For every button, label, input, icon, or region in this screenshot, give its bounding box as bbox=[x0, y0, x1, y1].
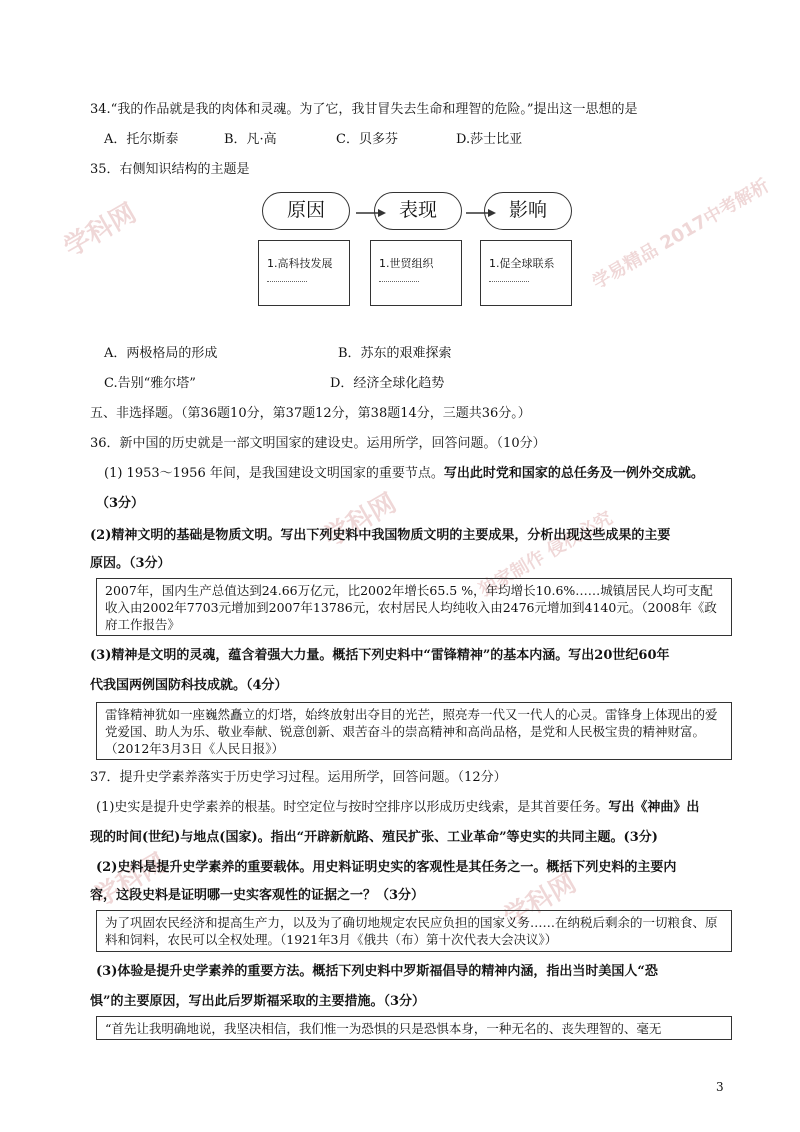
q34-stem: 34.“我的作品就是我的肉体和灵魂。为了它，我甘冒失去生命和理智的危险。”提出这一思想的是 bbox=[90, 102, 638, 117]
diagram-box-manifestation bbox=[370, 240, 462, 306]
q36-stem: 36．新中国的历史就是一部文明国家的建设史。运用所学，回答问题。（10分） bbox=[90, 436, 546, 451]
q35-option-d: D．经济全球化趋势 bbox=[330, 376, 445, 391]
dotted-line bbox=[379, 281, 419, 282]
q37-part1-text: (1)史实是提升史学素养的根基。时空定位与按时空排序以形成历史线索，是其首要任务。 bbox=[96, 800, 609, 815]
diagram-box-text: 1.高科技发展 bbox=[267, 257, 333, 270]
page-number: 3 bbox=[716, 1080, 724, 1094]
knowledge-structure-diagram bbox=[250, 184, 588, 312]
q37-part2-line1: (2)史料是提升史学素养的重要载体。用史料证明史实的客观性是其任务之一。概括下列史料的主要内 bbox=[96, 860, 677, 875]
section-heading: 五、非选择题。（第36题10分，第37题12分，第38题14分，三题共36分。） bbox=[90, 406, 531, 421]
q37-part3-line1: (3)体验是提升史学素养的重要方法。概括下列史料中罗斯福倡导的精神内涵，指出当时美国人“恐 bbox=[96, 964, 658, 979]
watermark: 学科网 bbox=[318, 488, 402, 554]
diagram-box-text: 1.世贸组织 bbox=[379, 257, 434, 270]
q36-part2-line2: 原因。（3分） bbox=[90, 556, 171, 571]
source-box-roosevelt: “首先让我明确地说，我坚决相信，我们惟一为恐惧的只是恐惧本身，一种无名的、丧失理智的、毫无 bbox=[96, 1016, 732, 1040]
source-box-govt-report: 2007年，国内生产总值达到24.66万亿元，比2002年增长65.5 %，年均增长10.6%……城镇居民人均可支配收入由2002年7703元增加到2007年13786元，农村居民人均纯收入由2476元增加到4140元。（2008年《政府工作报告》 bbox=[96, 578, 732, 636]
q35-option-a: A．两极格局的形成 bbox=[104, 346, 218, 361]
q37-part1-line1 bbox=[96, 796, 699, 815]
q37-part3-line2: 惧”的主要原因，写出此后罗斯福采取的主要措施。（3分） bbox=[90, 994, 426, 1009]
q35-stem: 35．右侧知识结构的主题是 bbox=[90, 162, 250, 177]
q36-part3-line1: (3)精神是文明的灵魂，蕴含着强大力量。概括下列史料中“雷锋精神”的基本内涵。写出20世纪60年 bbox=[90, 648, 670, 663]
q36-part1-score: （3分） bbox=[96, 496, 145, 511]
dotted-line bbox=[267, 281, 307, 282]
source-box-people-daily: 雷锋精神犹如一座巍然矗立的灯塔，始终放射出夺目的光芒，照亮寿一代又一代人的心灵。雷锋身上体现出的爱党爱国、助人为乐、敬业奉献、锐意创新、艰苦奋斗的崇高精神和高尚品格，是党和人民极宝贵的精神财富。（2012年3月3日《人民日报》） bbox=[96, 702, 732, 760]
watermark: 学科网 bbox=[88, 848, 172, 914]
q37-part1-line2: 现的时间(世纪)与地点(国家)。指出“开辟新航路、殖民扩张、工业革命”等史实的共同主题。(3分) bbox=[90, 830, 658, 845]
q34-option-a: A．托尔斯泰 bbox=[104, 132, 179, 147]
q36-part1 bbox=[104, 462, 704, 481]
q34-option-d: D.莎士比亚 bbox=[456, 132, 523, 147]
diagram-node-manifestation: 表现 bbox=[374, 192, 462, 230]
watermark: 学科网 bbox=[58, 198, 142, 264]
diagram-box-text: 1.促全球联系 bbox=[489, 257, 555, 270]
q35-option-b: B．苏东的艰难探索 bbox=[338, 346, 452, 361]
q34-option-c: C．贝多芬 bbox=[336, 132, 398, 147]
q34-option-b: B．凡·高 bbox=[224, 132, 277, 147]
q36-part1-task: 写出此时党和国家的总任务及一例外交成就。 bbox=[443, 466, 704, 481]
q37-part1-task: 写出《神曲》出 bbox=[608, 800, 700, 815]
q35-option-c: C.告别“雅尔塔” bbox=[104, 376, 196, 391]
diagram-node-impact: 影响 bbox=[484, 192, 572, 230]
diagram-node-cause: 原因 bbox=[262, 192, 350, 230]
diagram-box-cause bbox=[258, 240, 350, 306]
watermark: 独家制作 侵权必究 bbox=[475, 507, 617, 601]
dotted-line bbox=[489, 281, 529, 282]
q37-stem: 37．提升史学素养落实于历史学习过程。运用所学，回答问题。（12分） bbox=[90, 770, 507, 785]
watermark: 学易精品 2017中考解析 bbox=[588, 175, 773, 294]
diagram-box-impact bbox=[480, 240, 572, 306]
watermark: 学科网 bbox=[498, 868, 582, 934]
q36-part3-line2: 代我国两例国防科技成就。（4分） bbox=[90, 678, 288, 693]
source-box-rcp-resolution: 为了巩固农民经济和提高生产力，以及为了确切地规定农民应负担的国家义务……在纳税后剩余的一切粮食、原料和饲料，农民可以全权处理。（1921年3月《俄共（布）第十次代表大会决议》） bbox=[96, 910, 732, 952]
q36-part1-text: (1) 1953～1956 年间，是我国建设文明国家的重要节点。 bbox=[104, 466, 444, 481]
q36-part2-line1: (2)精神文明的基础是物质文明。写出下列史料中我国物质文明的主要成果，分析出现这些成果的主要 bbox=[90, 528, 671, 543]
q37-part2-line2: 容，这段史料是证明哪一史实客观性的证据之一？（3分） bbox=[90, 888, 425, 903]
